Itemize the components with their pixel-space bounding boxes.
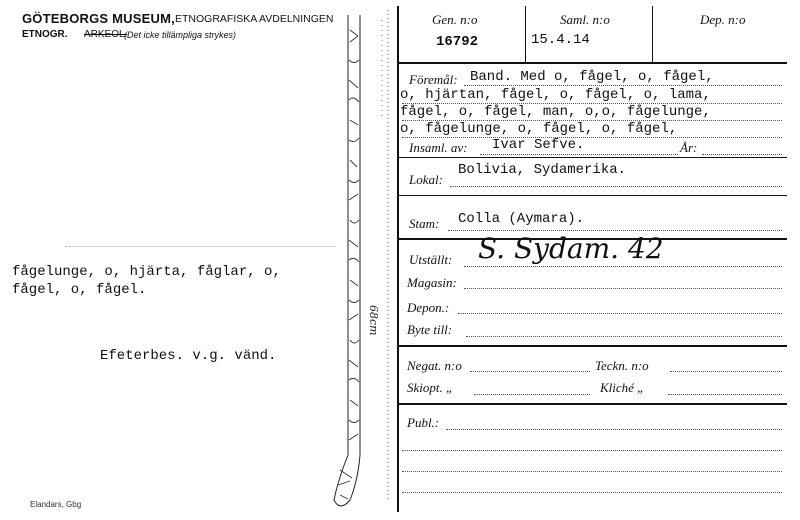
form-header-divider bbox=[397, 62, 787, 64]
museum-name: GÖTEBORGS MUSEUM, bbox=[22, 11, 175, 26]
divider-byte bbox=[397, 345, 787, 347]
lokal-rule bbox=[450, 186, 782, 187]
byte-till-label: Byte till: bbox=[407, 322, 453, 337]
stam-rule bbox=[448, 230, 782, 231]
divider-insaml bbox=[397, 157, 787, 158]
utstallt-handwriting: S. Sydam. 42 bbox=[478, 232, 664, 265]
magasin-label: Magasin: bbox=[407, 275, 457, 290]
negat-label: Negat. n:o bbox=[407, 358, 462, 373]
gen-label: Gen. n:o bbox=[432, 12, 478, 27]
foremal-rule-4 bbox=[402, 137, 782, 138]
foremal-line-3: fågel, o, fågel, man, o,o, fågelunge, bbox=[400, 104, 711, 120]
divider-skiopt bbox=[397, 403, 787, 405]
arkeol-label: ARKEOL. bbox=[84, 29, 128, 40]
publ-rule-4 bbox=[402, 492, 782, 493]
description-continued-1: fågelunge, o, hjärta, fåglar, o, bbox=[12, 264, 281, 280]
depon-label: Depon.: bbox=[407, 300, 450, 315]
divider-lokal bbox=[397, 195, 787, 196]
foremal-label: Föremål: bbox=[409, 72, 458, 87]
stam-label: Stam: bbox=[409, 216, 440, 231]
ar-label: År: bbox=[680, 140, 698, 155]
byte-till-rule bbox=[466, 336, 782, 337]
insaml-value: Ivar Sefve. bbox=[492, 137, 585, 153]
insaml-label: Insaml. av: bbox=[409, 140, 468, 155]
utstallt-rule bbox=[464, 266, 782, 267]
skiopt-rule bbox=[474, 394, 590, 395]
teckn-label: Teckn. n:o bbox=[595, 358, 649, 373]
size-label: 68cm bbox=[367, 305, 380, 336]
etnogr-label: ETNOGR. bbox=[22, 29, 68, 40]
dep-label: Dep. n:o bbox=[700, 12, 746, 27]
foremal-line-4: o, fågelunge, o, fågel, o, fågel, bbox=[400, 121, 678, 137]
department-name: ETNOGRAFISKA AVDELNINGEN bbox=[175, 13, 334, 25]
faint-rule bbox=[65, 246, 335, 247]
teckn-rule bbox=[670, 371, 782, 372]
publ-rule-2 bbox=[402, 450, 782, 451]
publ-label: Publ.: bbox=[407, 415, 440, 430]
publ-rule-3 bbox=[402, 471, 782, 472]
saml-number: 15.4.14 bbox=[531, 32, 590, 48]
lokal-value: Bolivia, Sydamerika. bbox=[458, 162, 627, 178]
utstallt-label: Utställt: bbox=[409, 252, 453, 267]
depon-rule bbox=[458, 313, 782, 314]
insaml-rule bbox=[480, 154, 678, 155]
lokal-label: Lokal: bbox=[409, 172, 443, 187]
publ-rule-1 bbox=[446, 429, 782, 430]
negat-rule bbox=[470, 371, 590, 372]
strike-note: (Det icke tillämpliga strykes) bbox=[124, 30, 237, 40]
printer-mark: Elandars, Gbg bbox=[30, 500, 82, 509]
form-left-border bbox=[397, 6, 399, 512]
band-sketch bbox=[318, 0, 398, 520]
ar-rule bbox=[702, 154, 782, 155]
foremal-line-2: o, hjärtan, fågel, o, fågel, o, lama, bbox=[400, 87, 711, 103]
saml-dep-divider bbox=[652, 6, 653, 62]
kliche-rule bbox=[668, 394, 782, 395]
description-continued-2: fågel, o, fågel. bbox=[12, 282, 147, 298]
skiopt-label: Skiopt. „ bbox=[407, 380, 454, 395]
stam-value: Colla (Aymara). bbox=[458, 211, 585, 227]
foremal-line-1: Band. Med o, fågel, o, fågel, bbox=[470, 69, 714, 85]
magasin-rule bbox=[464, 288, 782, 289]
continued-note: Efeterbes. v.g. vänd. bbox=[100, 348, 277, 364]
foremal-rule-1 bbox=[464, 85, 782, 86]
gen-saml-divider bbox=[525, 6, 526, 62]
saml-label: Saml. n:o bbox=[560, 12, 610, 27]
gen-number: 16792 bbox=[436, 34, 479, 50]
kliche-label: Kliché „ bbox=[600, 380, 645, 395]
